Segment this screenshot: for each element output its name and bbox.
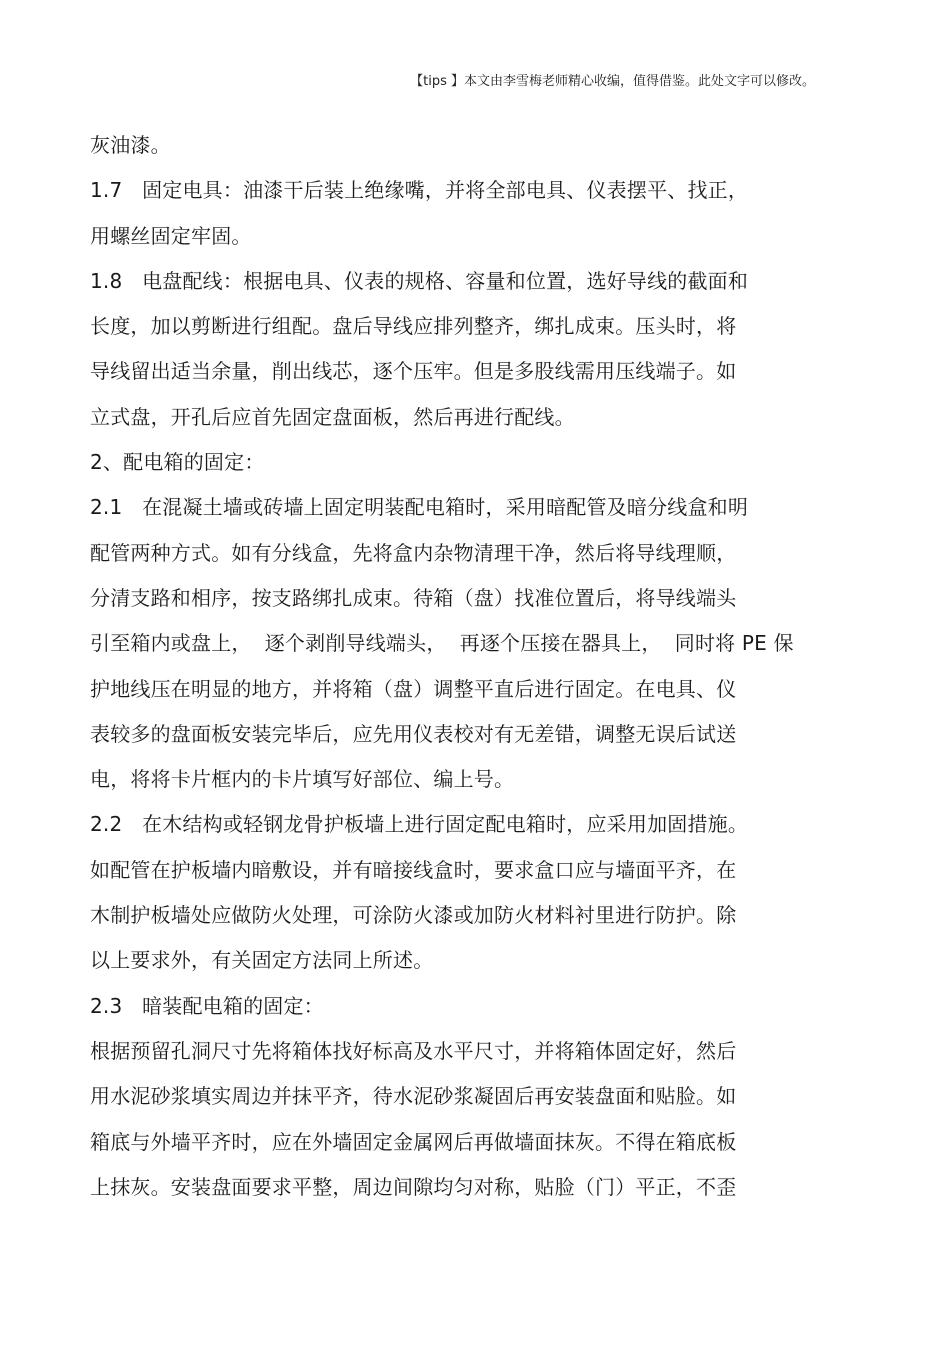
text-line: 导线留出适当余量，削出线芯，逐个压牢。但是多股线需用压线端子。如 (90, 359, 737, 384)
text-line: 2.2 在木结构或轻钢龙骨护板墙上进行固定配电箱时，应采用加固措施。 (90, 812, 749, 837)
text-line: 根据预留孔洞尺寸先将箱体找好标高及水平尺寸，并将箱体固定好，然后 (90, 1038, 737, 1063)
text-line: 引至箱内或盘上， 逐个剥削导线端头， 再逐个压接在器具上， 同时将 PE 保 (90, 631, 794, 656)
text-line: 立式盘，开孔后应首先固定盘面板，然后再进行配线。 (90, 404, 575, 429)
text-line: 用螺丝固定牢固。 (90, 223, 252, 248)
header-tips: 【tips 】本文由李雪梅老师精心收编，值得借鉴。此处文字可以修改。 (410, 74, 815, 89)
text-line: 1.7 固定电具：油漆干后装上绝缘嘴，并将全部电具、仪表摆平、找正， (90, 178, 749, 203)
text-line: 箱底与外墙平齐时，应在外墙固定金属网后再做墙面抹灰。不得在箱底板 (90, 1129, 737, 1154)
text-line: 护地线压在明显的地方，并将箱（盘）调整平直后进行固定。在电具、仪 (90, 676, 737, 701)
section-heading: 2.3 暗装配电箱的固定： (90, 993, 324, 1018)
text-line: 1.8 电盘配线：根据电具、仪表的规格、容量和位置，选好导线的截面和 (90, 268, 749, 293)
text-line: 长度，加以剪断进行组配。盘后导线应排列整齐，绑扎成束。压头时，将 (90, 314, 737, 339)
text-line: 配管两种方式。如有分线盒，先将盒内杂物清理干净，然后将导线理顺， (90, 540, 737, 565)
text-line: 如配管在护板墙内暗敷设，并有暗接线盒时，要求盒口应与墙面平齐，在 (90, 857, 737, 882)
text-line: 分清支路和相序，按支路绑扎成束。待箱（盘）找准位置后，将导线端头 (90, 585, 737, 610)
text-line: 以上要求外，有关固定方法同上所述。 (90, 948, 434, 973)
text-line: 木制护板墙处应做防火处理，可涂防火漆或加防火材料衬里进行防护。除 (90, 903, 737, 928)
text-line: 灰油漆。 (90, 133, 171, 157)
text-line: 用水泥砂浆填实周边并抹平齐，待水泥砂浆凝固后再安装盘面和贴脸。如 (90, 1084, 737, 1109)
section-heading: 2、配电箱的固定： (90, 450, 265, 475)
text-line: 表较多的盘面板安装完毕后，应先用仪表校对有无差错，调整无误后试送 (90, 721, 737, 746)
text-line: 2.1 在混凝土墙或砖墙上固定明装配电箱时，采用暗配管及暗分线盒和明 (90, 495, 749, 520)
body-text (90, 127, 870, 1214)
text-line: 电，将将卡片框内的卡片填写好部位、编上号。 (90, 767, 515, 792)
text-line: 上抹灰。安装盘面要求平整，周边间隙均匀对称，贴脸（门）平正，不歪 (90, 1174, 737, 1199)
